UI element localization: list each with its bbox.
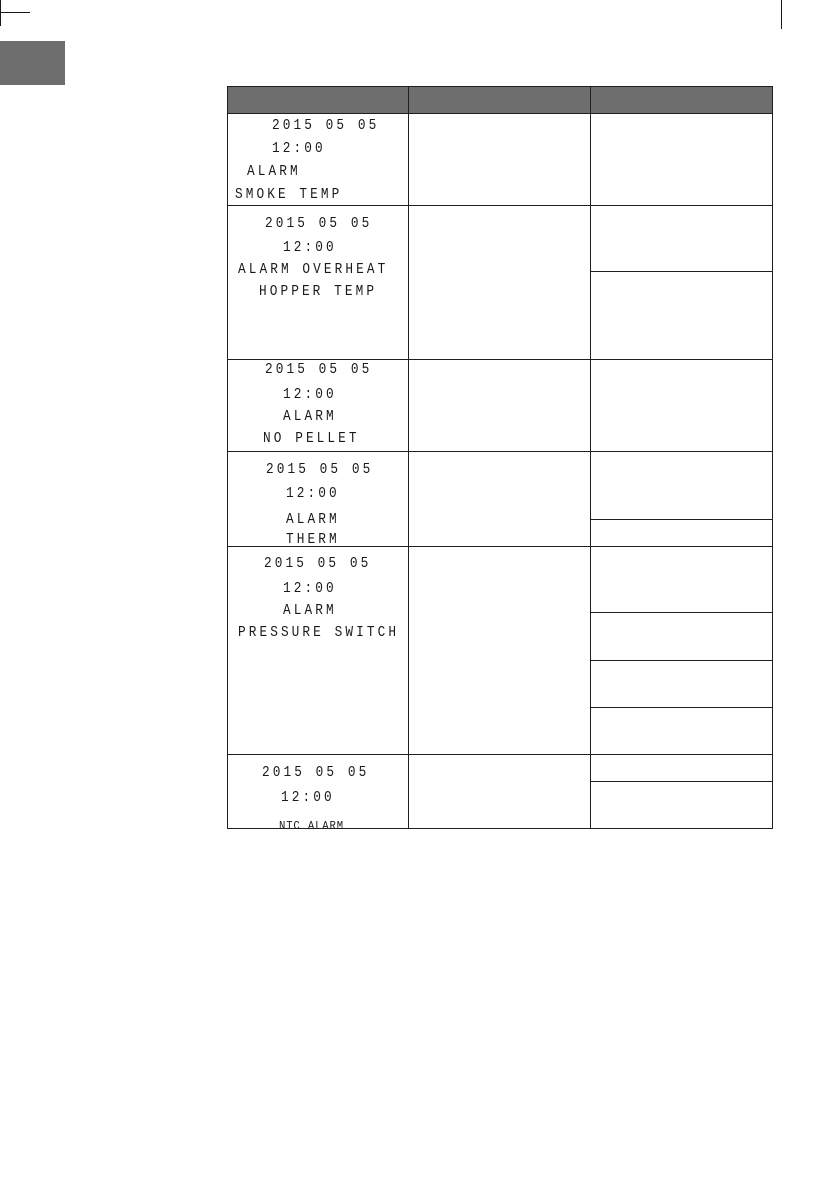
display-message: NTC ALARM bbox=[279, 819, 344, 828]
display-time: 12:00 bbox=[283, 240, 337, 256]
display-cell bbox=[228, 206, 409, 360]
solution-cell bbox=[591, 707, 773, 754]
cause-cell bbox=[409, 114, 591, 206]
solution-cell bbox=[591, 272, 773, 360]
alarm-table bbox=[227, 86, 773, 829]
table-row bbox=[228, 547, 773, 613]
solution-cell bbox=[591, 660, 773, 707]
header-cause bbox=[409, 87, 591, 114]
lcd-display bbox=[228, 547, 408, 754]
lcd-display bbox=[228, 452, 408, 546]
display-cell bbox=[228, 114, 409, 206]
display-alarm: ALARM bbox=[286, 512, 340, 528]
display-alarm: ALARM bbox=[283, 409, 337, 425]
lcd-display bbox=[228, 360, 408, 451]
solution-cell bbox=[591, 114, 773, 206]
display-cell bbox=[228, 360, 409, 452]
solution-cell bbox=[591, 452, 773, 520]
table-row bbox=[228, 452, 773, 520]
display-alarm: ALARM OVERHEAT bbox=[238, 262, 389, 278]
table-header-row bbox=[228, 87, 773, 114]
language-tab bbox=[0, 41, 65, 85]
display-cell bbox=[228, 755, 409, 829]
crop-mark-left bbox=[0, 0, 1, 26]
display-date: 2015 05 05 bbox=[266, 462, 374, 478]
cause-cell bbox=[409, 206, 591, 360]
display-date: 2015 05 05 bbox=[265, 216, 373, 232]
display-time: 12:00 bbox=[286, 486, 340, 502]
display-cell bbox=[228, 452, 409, 547]
display-message: HOPPER TEMP bbox=[259, 284, 378, 300]
display-message: THERM bbox=[286, 532, 340, 546]
display-cell bbox=[228, 547, 409, 755]
table-row bbox=[228, 206, 773, 272]
header-display bbox=[228, 87, 409, 114]
cause-cell bbox=[409, 360, 591, 452]
header-solution bbox=[591, 87, 773, 114]
display-message: NO PELLET bbox=[263, 431, 360, 447]
display-time: 12:00 bbox=[283, 387, 337, 403]
display-alarm: ALARM bbox=[247, 164, 301, 180]
table-row bbox=[228, 755, 773, 782]
display-time: 12:00 bbox=[281, 790, 335, 806]
crop-mark-right bbox=[781, 0, 782, 29]
display-date: 2015 05 05 bbox=[272, 118, 380, 134]
solution-cell bbox=[591, 613, 773, 660]
display-message: SMOKE TEMP bbox=[235, 187, 343, 203]
display-message: PRESSURE SWITCH bbox=[238, 625, 400, 641]
solution-cell bbox=[591, 206, 773, 272]
display-alarm: ALARM bbox=[283, 603, 337, 619]
cause-cell bbox=[409, 755, 591, 829]
lcd-display bbox=[228, 206, 408, 359]
display-date: 2015 05 05 bbox=[265, 362, 373, 378]
table-row bbox=[228, 114, 773, 206]
solution-cell bbox=[591, 755, 773, 782]
solution-cell bbox=[591, 782, 773, 829]
display-time: 12:00 bbox=[272, 141, 326, 157]
cause-cell bbox=[409, 547, 591, 755]
solution-cell bbox=[591, 520, 773, 547]
lcd-display bbox=[228, 755, 408, 828]
crop-mark-horizontal bbox=[0, 12, 30, 13]
solution-cell bbox=[591, 547, 773, 613]
table-row bbox=[228, 360, 773, 452]
cause-cell bbox=[409, 452, 591, 547]
solution-cell bbox=[591, 360, 773, 452]
lcd-display bbox=[228, 114, 408, 205]
display-date: 2015 05 05 bbox=[262, 765, 370, 781]
display-time: 12:00 bbox=[283, 581, 337, 597]
display-date: 2015 05 05 bbox=[264, 556, 372, 572]
